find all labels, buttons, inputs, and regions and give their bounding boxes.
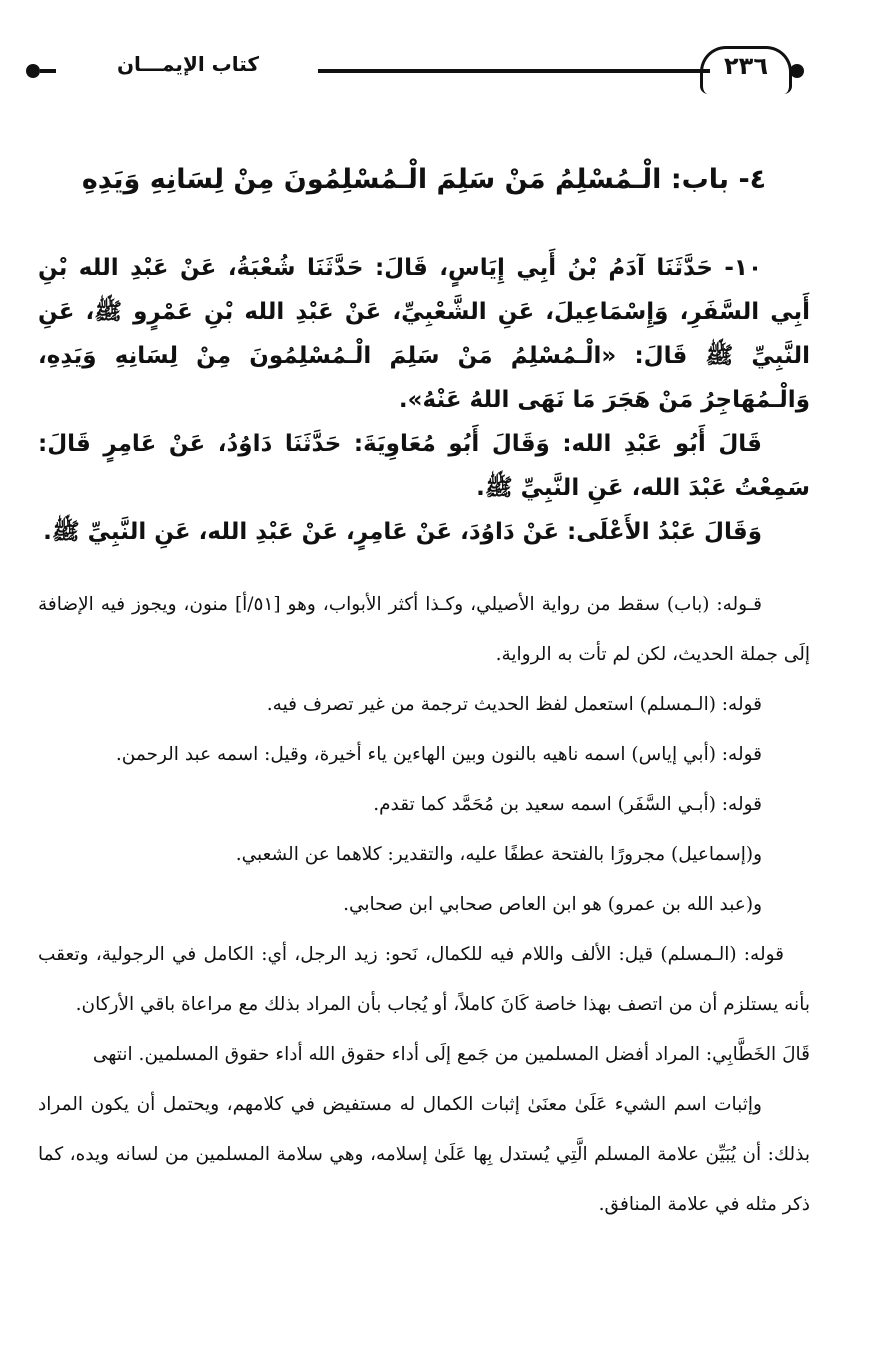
- hadith-paragraph-2: قَالَ أَبُو عَبْدِ الله: وَقَالَ أَبُو مُعَاوِيَةَ: حَدَّثَنَا دَاوُدُ، عَنْ عَامِرٍ قَالَ: سَمِعْتُ عَبْدَ الله، عَنِ النَّبِيِّ ﷺ.: [38, 431, 810, 501]
- book-title: كتاب الإيمـــان: [116, 52, 260, 76]
- commentary-paragraph-3: قوله: (أبي إياس) اسمه ناهيه بالنون وبين الهاءين ياء أخيرة، وقيل: اسمه عبد الرحمن.: [115, 744, 762, 765]
- page-header: [0, 38, 885, 108]
- commentary-paragraph-5: و(إسماعيل) مجرورًا بالفتحة عطفًا عليه، والتقدير: كلاهما عن الشعبي.: [235, 844, 762, 865]
- commentary-text: [38, 580, 810, 1230]
- page-number: ٢٣٦: [724, 52, 768, 80]
- ornament-dot-left: [26, 64, 40, 78]
- header-rule: [318, 69, 710, 73]
- hadith-text: [38, 246, 810, 554]
- ornament-line-left: [40, 69, 56, 73]
- commentary-paragraph-4: قوله: (أبـي السَّفَر) اسمه سعيد بن مُحَمَّد كما تقدم.: [373, 794, 762, 815]
- commentary-paragraph-9: وإثبات اسم الشيء عَلَىٰ معنَىٰ إثبات الكمال له مستفيض في كلامهم، ويحتمل أن يكون المراد بذلك: أن يُبَيِّن علامة المسلم الَّتِي يُستدل بِها عَلَىٰ إسلامه، وهي سلامة المسلمين من لسانه ويده، كما ذكر مثله في علامة المنافق.: [38, 1094, 810, 1215]
- hadith-paragraph-1: ١٠- حَدَّثَنَا آدَمُ بْنُ أَبِي إِيَاسٍ، قَالَ: حَدَّثَنَا شُعْبَةُ، عَنْ عَبْدِ الله بْنِ أَبِي السَّفَرِ، وَإِسْمَاعِيلَ، عَنِ الشَّعْبِيِّ، عَنْ عَبْدِ الله بْنِ عَمْرٍو ﷺ، عَنِ النَّبِيِّ ﷺ قَالَ: «الْـمُسْلِمُ مَنْ سَلِمَ الْـمُسْلِمُونَ مِنْ لِسَانِهِ وَيَدِهِ، وَالْـمُهَاجِرُ مَنْ هَجَرَ مَا نَهَى اللهُ عَنْهُ».: [38, 255, 810, 413]
- commentary-paragraph-7: قوله: (الـمسلم) قيل: الألف واللام فيه للكمال، نَحو: زيد الرجل، أي: الكامل في الرجولية، وتعقب بأنه يستلزم أن من اتصف بهذا خاصة كَانَ كاملاً، أو يُجاب بأن المراد بذلك مع مراعاة باقي الأركان.: [38, 944, 810, 1015]
- hadith-paragraph-3: وَقَالَ عَبْدُ الأَعْلَى: عَنْ دَاوُدَ، عَنْ عَامِرٍ، عَنْ عَبْدِ الله، عَنِ النَّبِيِّ ﷺ.: [43, 519, 762, 545]
- commentary-paragraph-6: و(عبد الله بن عمرو) هو ابن العاص صحابي ابن صحابي.: [343, 894, 762, 915]
- commentary-paragraph-2: قوله: (الـمسلم) استعمل لفظ الحديث ترجمة من غير تصرف فيه.: [266, 694, 762, 715]
- commentary-paragraph-8: قَالَ الخَطَّابِي: المراد أفضل المسلمين من جَمع إلَى أداء حقوق الله أداء حقوق المسلمين. انتهى: [92, 1044, 810, 1065]
- ornament-dot-right: [790, 64, 804, 78]
- chapter-heading: ٤- باب: الْـمُسْلِمُ مَنْ سَلِمَ الْـمُسْلِمُونَ مِنْ لِسَانِهِ وَيَدِهِ: [81, 164, 767, 195]
- commentary-paragraph-1: قـوله: (باب) سقط من رواية الأصيلي، وكـذا أكثر الأبواب، وهو [٥١/أ] منون، ويجوز فيه الإضافة إلَى جملة الحديث، لكن لم تأت به الرواية.: [38, 594, 810, 665]
